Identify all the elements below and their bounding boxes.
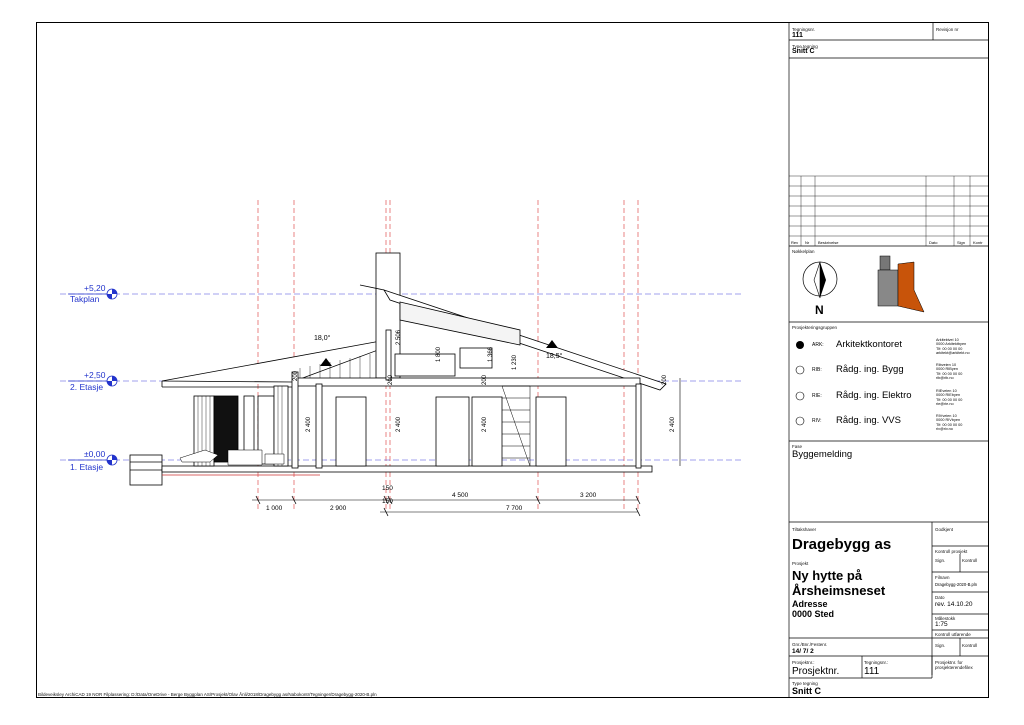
approved-label: Godkjent bbox=[935, 527, 954, 532]
dim-h-4500: 4 500 bbox=[452, 492, 469, 499]
door-4 bbox=[536, 397, 566, 466]
scale-label: Målestokk bbox=[935, 616, 956, 621]
rev-header-rev: Rev bbox=[791, 240, 799, 245]
drawing-no-value-2: 111 bbox=[864, 666, 880, 677]
drawing-no-label-2: Tegningsnr.: bbox=[864, 660, 889, 665]
north-label: N bbox=[815, 303, 824, 317]
north-arrow-icon bbox=[803, 262, 837, 298]
project-name-line2: Årsheimsneset bbox=[792, 583, 886, 598]
dim-v-200c: 200 bbox=[482, 374, 488, 385]
responsible-label: Prosjektnr. for prosjekterendefilex bbox=[935, 660, 973, 670]
rev-header-nr: Nr bbox=[805, 240, 810, 245]
level-value-1-etasje: ±0,00 bbox=[84, 449, 106, 459]
rev-header-date: Dato bbox=[929, 240, 938, 245]
drawing-type: Snitt C bbox=[792, 48, 815, 55]
dim-v-chimney: 2 506 bbox=[396, 329, 402, 345]
dim-v-1230: 1 230 bbox=[512, 354, 518, 370]
date-label: Dato bbox=[935, 595, 945, 600]
phase-value: Byggemelding bbox=[792, 449, 853, 460]
dim-h-1000: 1 000 bbox=[266, 505, 283, 512]
dim-v-1366: 1 366 bbox=[488, 346, 494, 362]
consultant-name-riv: Rådg. ing. VVS bbox=[836, 415, 901, 426]
door-2 bbox=[436, 397, 469, 466]
filename-label: Filnavn bbox=[935, 575, 950, 580]
consultant-addr-riv: RIVveien 10 0000 RIVbyen Tlf: 00 00 00 00 riv@riv.no bbox=[936, 414, 963, 432]
consultant-code-rie: RIE: bbox=[812, 393, 822, 399]
rev-header-desc: Beskrivelse bbox=[818, 240, 839, 245]
rev-header-kontr: Kontr bbox=[973, 240, 983, 245]
dim-h-150a: 150 bbox=[382, 485, 393, 492]
date-value: rev. 14.10.20 bbox=[935, 601, 973, 608]
level-name-1-etasje: 1. Etasje bbox=[70, 462, 104, 472]
control-label-2: Kontroll bbox=[962, 643, 978, 648]
drawing-no-label: Tegningsnr. bbox=[792, 27, 816, 32]
dim-h-150b: 150 bbox=[382, 498, 393, 505]
address-label: Adresse bbox=[792, 599, 828, 609]
roof-angle-left: 18,0° bbox=[314, 335, 331, 342]
consultant-name-rib: Rådg. ing. Bygg bbox=[836, 364, 904, 375]
dim-h-2900: 2 900 bbox=[330, 505, 347, 512]
upper-floor-slab bbox=[296, 378, 640, 386]
project-no-label: Prosjektnr.: bbox=[792, 660, 815, 665]
drawing-type-label: Type tegning bbox=[792, 44, 818, 49]
dim-v-200a: 200 bbox=[293, 370, 299, 381]
drawing-type-label-2: Type tegning bbox=[792, 681, 818, 686]
radio-rie[interactable] bbox=[796, 392, 804, 400]
project-no-value: Prosjektnr. bbox=[792, 666, 840, 677]
consultant-code-rib: RIB: bbox=[812, 367, 822, 373]
dim-h-3200: 3 200 bbox=[580, 492, 597, 499]
client-name: Dragebygg as bbox=[792, 536, 892, 553]
drawing-type-value-2: Snitt C bbox=[792, 686, 821, 696]
consultant-addr-rie: RIEveien 10 0000 RIEbyen Tlf: 00 00 00 00 rie@rie.no bbox=[936, 389, 963, 407]
roof-angle-right: 18,5° bbox=[546, 353, 563, 360]
consultant-addr-rib: Ribveien 10 0000 RIByen Tlf: 00 00 00 00 rib@rib.no bbox=[936, 363, 963, 381]
rev-header-sign: Sign bbox=[957, 240, 966, 245]
consultant-code-riv: RIV: bbox=[812, 418, 822, 424]
client-label: Tiltakshaver bbox=[792, 527, 817, 532]
drawing-no: 111 bbox=[792, 32, 803, 39]
building-section bbox=[130, 253, 666, 485]
level-name-2-etasje: 2. Etasje bbox=[70, 382, 104, 392]
dim-v-1800: 1 800 bbox=[436, 346, 442, 362]
dim-v-2400b: 2 400 bbox=[396, 416, 402, 432]
filename-value: Dragebygg-2020-B.pln bbox=[935, 582, 978, 587]
footer-file-path: Bildeveiksley ArchiCAD 19 NOR Filplassering: D:/Data/OneDrive - Berge Byggplan AS/Prosjekt/Olav Ånli/2018/Dragebygg as/Nabokontr/Tegninger/Dragebygg-2020-B.pln bbox=[38, 692, 377, 697]
dim-v-2400c: 2 400 bbox=[482, 416, 488, 432]
radio-rib[interactable] bbox=[796, 366, 804, 374]
door-1 bbox=[336, 397, 366, 466]
sign-label-2: Sign. bbox=[935, 643, 946, 648]
project-check-label: Kontroll prosjekt bbox=[935, 549, 968, 554]
scale-value: 1:75 bbox=[935, 621, 948, 628]
revision-table bbox=[789, 176, 989, 246]
phase-label: Fase bbox=[792, 444, 803, 449]
dim-v-200b: 200 bbox=[388, 374, 394, 385]
level-value-2-etasje: +2,50 bbox=[84, 370, 106, 380]
project-label: Prosjekt bbox=[792, 561, 809, 566]
foundation-slab bbox=[162, 466, 652, 472]
consultant-addr-ark: Arkitektvei 10 0000 Arkitektbyen Tlf: 00 00 00 00 arkitekt@arkitekt.no bbox=[936, 338, 970, 356]
dim-v-2400d: 2 400 bbox=[670, 416, 676, 432]
revision-label: Revisjon nr bbox=[936, 27, 959, 32]
level-value-takplan: +5,20 bbox=[84, 283, 106, 293]
consultant-name-ark: Arkitektkontoret bbox=[836, 339, 902, 350]
control-label-1: Kontroll bbox=[962, 558, 978, 563]
dim-v-200d: 200 bbox=[662, 374, 668, 385]
radio-ark[interactable] bbox=[796, 341, 804, 349]
consultant-code-ark: ARK: bbox=[812, 342, 824, 348]
dim-h-7700: 7 700 bbox=[506, 505, 523, 512]
gnr-label: Gnr./Bnr./Festenr. bbox=[792, 642, 828, 647]
bottom-dimension-lines bbox=[252, 496, 640, 516]
staircase bbox=[502, 386, 530, 466]
radio-riv[interactable] bbox=[796, 417, 804, 425]
consultant-radios bbox=[796, 341, 804, 425]
exec-check-label: Kontroll utførende bbox=[935, 632, 971, 637]
sign-label-1: Sign. bbox=[935, 558, 946, 563]
key-plan-label: Nøkkelplan bbox=[792, 249, 815, 254]
design-group-label: Prosjekteringsgruppen bbox=[792, 325, 838, 330]
level-name-takplan: Takplan bbox=[70, 294, 100, 304]
address-value: 0000 Sted bbox=[792, 609, 835, 619]
consultant-name-rie: Rådg. ing. Elektro bbox=[836, 390, 912, 401]
key-plan-icon bbox=[878, 256, 924, 312]
dim-v-2400a: 2 400 bbox=[306, 416, 312, 432]
gnr-value: 14/ 7/ 2 bbox=[792, 648, 814, 655]
bottom-dimension-text bbox=[266, 485, 597, 512]
project-name-line1: Ny hytte på bbox=[792, 568, 863, 583]
